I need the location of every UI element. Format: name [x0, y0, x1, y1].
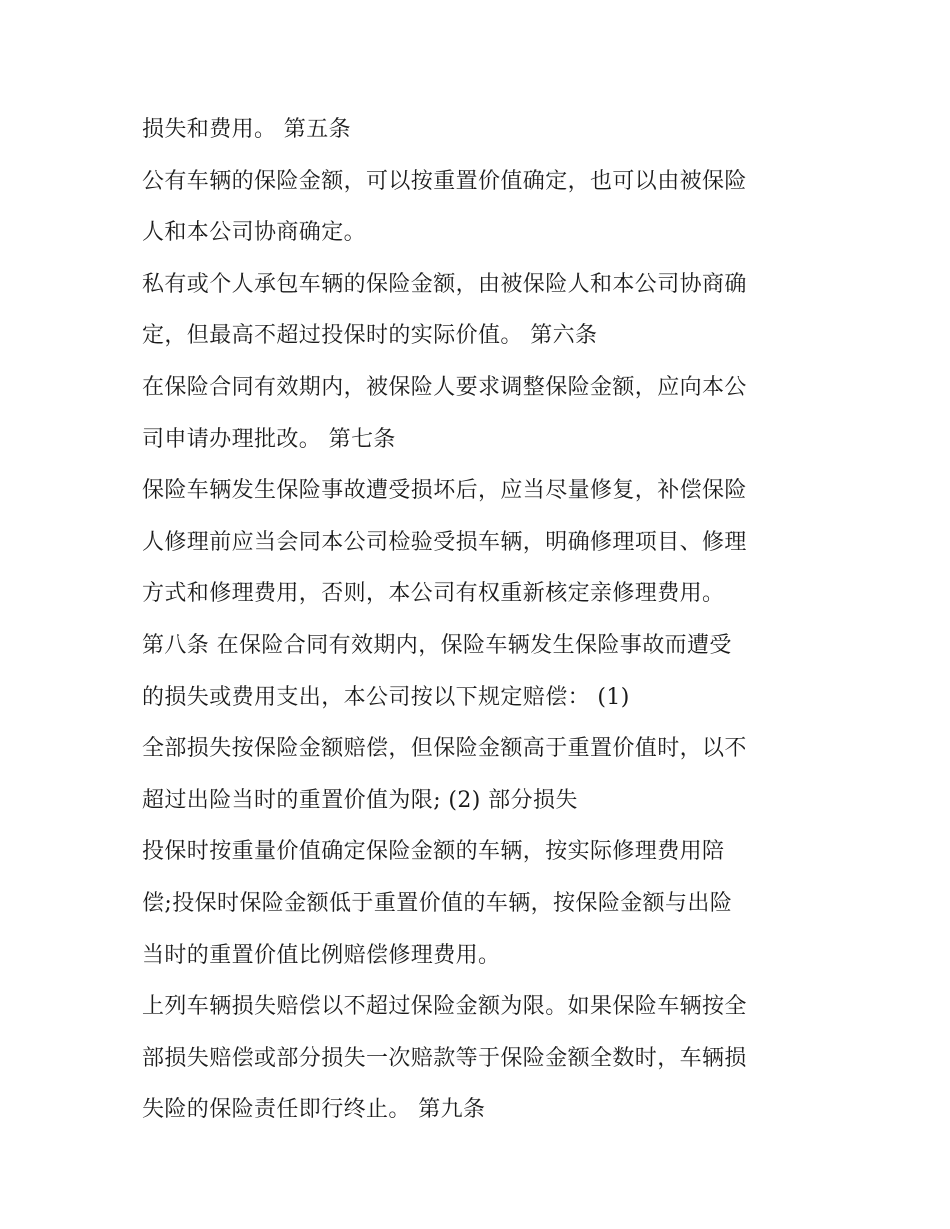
- document-body: [142, 108, 832, 1140]
- text-line: 偿;投保时保险金额低于重置价值的车辆，按保险金额与出险: [142, 890, 733, 916]
- text-line: 投保时按重量价值确定保险金额的车辆，按实际修理费用陪: [142, 839, 725, 865]
- text-line: 人修理前应当会同本公司检验受损车辆，明确修理项目、修理: [142, 529, 747, 555]
- text-line: 第八条 在保险合同有效期内，保险车辆发生保险事故而遭受: [142, 632, 732, 658]
- text-line: 超过出险当时的重置价值为限; (2) 部分损失: [142, 787, 578, 813]
- text-line: 在保险合同有效期内，被保险人要求调整保险金额，应向本公: [142, 374, 747, 400]
- text-line: 人和本公司协商确定。: [142, 220, 367, 246]
- text-line: 全部损失按保险金额赔偿，但保险金额高于重置价值时，以不: [142, 736, 747, 762]
- text-line: 方式和修理费用，否则，本公司有权重新核定亲修理费用。: [142, 581, 725, 607]
- text-line: 的损失或费用支出，本公司按以下规定赔偿： (1): [142, 684, 630, 710]
- text-line: 部损失赔偿或部分损失一次赔款等于保险金额全数时，车辆损: [142, 1045, 747, 1071]
- text-line: 司申请办理批改。 第七条: [142, 426, 396, 452]
- text-line: 定，但最高不超过投保时的实际价值。 第六条: [142, 323, 598, 349]
- text-line: 上列车辆损失赔偿以不超过保险金额为限。如果保险车辆按全: [142, 994, 747, 1020]
- text-line: 当时的重置价值比例赔偿修理费用。: [142, 942, 501, 968]
- text-line: 损失和费用。 第五条: [142, 117, 351, 142]
- text-line: 私有或个人承包车辆的保险金额，由被保险人和本公司协商确: [142, 271, 747, 297]
- text-line: 保险车辆发生保险事故遭受损坏后，应当尽量修复，补偿保险: [142, 478, 747, 504]
- text-line: 公有车辆的保险金额，可以按重置价值确定，也可以由被保险: [142, 168, 747, 194]
- text-line: 失险的保险责任即行终止。 第九条: [142, 1097, 486, 1123]
